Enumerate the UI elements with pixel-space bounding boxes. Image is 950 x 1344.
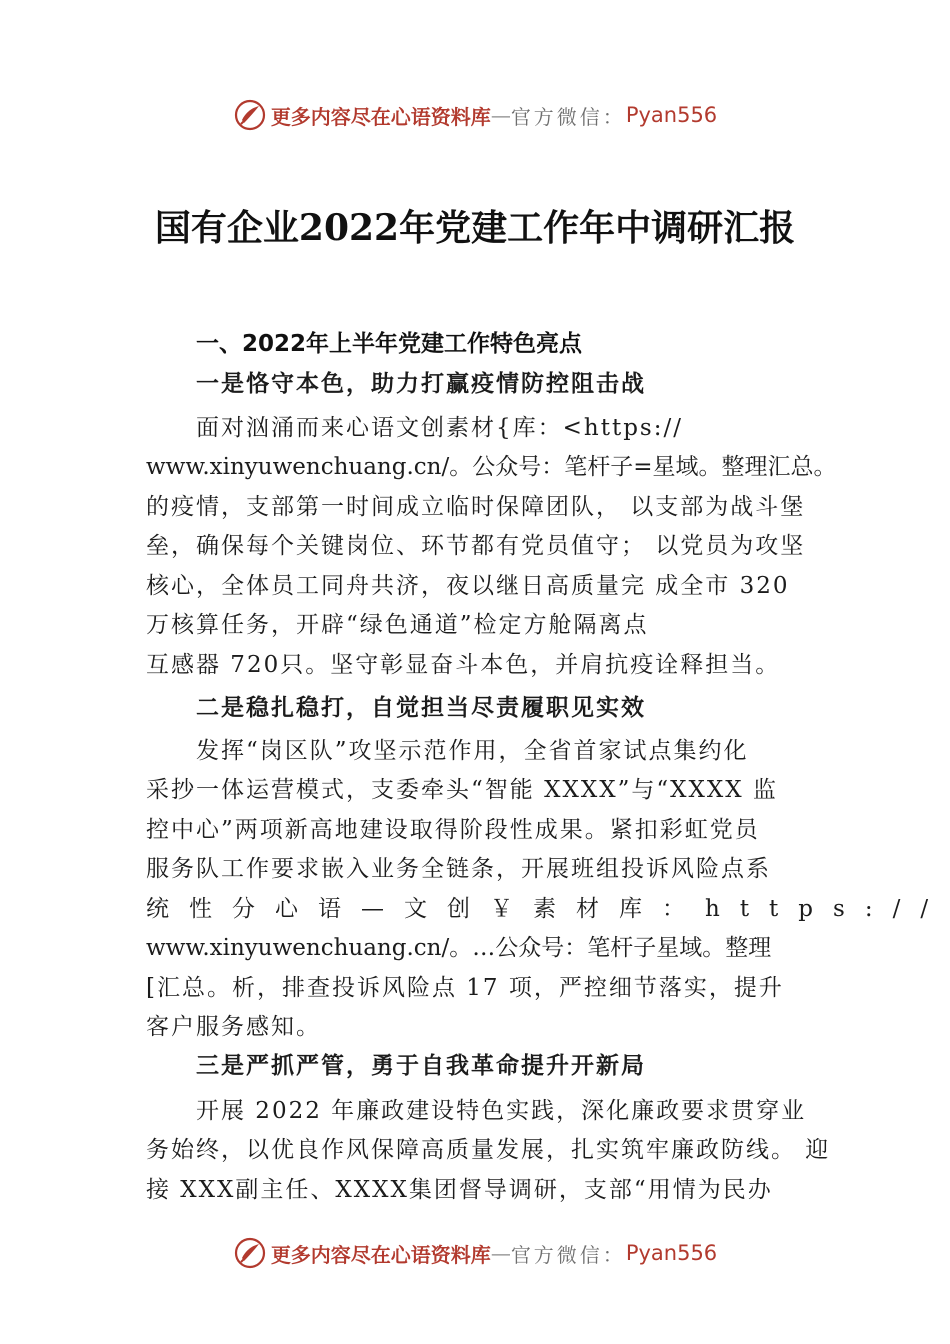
item1-line-2: www.xinyuwenchuang.cn/。公众号：笔杆子=星域。整理汇总。 <box>146 454 837 480</box>
item1-line-1: 面对汹涌而来心语文创素材{库：<https:// <box>196 415 683 441</box>
item2-line-2: 采抄一体运营模式，支委牵头“智能 XXXX”与“XXXX 监 <box>146 777 778 803</box>
item2-line-1: 发挥“岗区队”攻坚示范作用，全省首家试点集约化 <box>196 738 749 764</box>
item3-subheading: 三是严抓严管，勇于自我革命提升开新局 <box>196 1052 646 1079</box>
header-banner <box>0 95 950 135</box>
item3-line-2: 务始终，以优良作风保障高质量发展，扎实筑牢廉政防线。 迎 <box>146 1137 831 1163</box>
item3-line-1: 开展 2022 年廉政建设特色实践，深化廉政要求贯穿业 <box>196 1098 807 1124</box>
brush-logo-icon <box>233 1236 267 1270</box>
item1-line-3: 的疫情，支部第一时间成立临时保障团队， 以支部为战斗堡 <box>146 494 806 520</box>
item1-line-7: 互感器 720只。坚守彰显奋斗本色，并肩抗疫诠释担当。 <box>146 652 781 678</box>
wechat-label: 官方微信： <box>510 104 626 129</box>
wechat-label: 官方微信： <box>510 1242 626 1267</box>
item3-line-3: 接 XXX副主任、XXXX集团督导调研，支部“用情为民办 <box>146 1177 773 1203</box>
item1-line-5: 核心，全体员工同舟共济，夜以继日高质量完 成全市 320 <box>146 573 790 599</box>
footer-banner <box>0 1233 950 1273</box>
item1-subheading: 一是恪守本色，助力打赢疫情防控阻击战 <box>196 370 646 397</box>
banner-separator: — <box>490 1241 511 1265</box>
item2-line-7: [汇总。析，排查投诉风险点 17 项，严控细节落实，提升 <box>146 975 784 1001</box>
item2-line-4: 服务队工作要求嵌入业务全链条，开展班组投诉风险点系 <box>146 856 771 882</box>
item2-line-3: 控中心”两项新高地建设取得阶段性成果。紧扣彩虹党员 <box>146 817 760 843</box>
item1-line-4: 垒，确保每个关键岗位、环节都有党员值守； 以党员为攻坚 <box>146 533 806 559</box>
banner-separator: — <box>490 103 511 127</box>
brush-logo-icon <box>233 98 267 132</box>
library-name: 更多内容尽在心语资料库 <box>270 1242 491 1267</box>
library-name: 更多内容尽在心语资料库 <box>270 104 491 129</box>
item1-line-6: 万核算任务，开辟“绿色通道”检定方舱隔离点 <box>146 612 649 638</box>
item2-subheading: 二是稳扎稳打，自觉担当尽责履职见实效 <box>196 694 646 721</box>
item2-line-8: 客户服务感知。 <box>146 1014 321 1040</box>
document-title: 国有企业2022年党建工作年中调研汇报 <box>154 207 796 249</box>
item2-line-5: 统性分心语—文创￥素材库：https:// <box>146 896 949 922</box>
section-heading: 一、2022年上半年党建工作特色亮点 <box>196 331 583 357</box>
wechat-id: Pyan556 <box>625 103 718 127</box>
wechat-id: Pyan556 <box>625 1241 718 1265</box>
item2-line-6: www.xinyuwenchuang.cn/。…公众号：笔杆子星域。整理 <box>146 935 772 961</box>
